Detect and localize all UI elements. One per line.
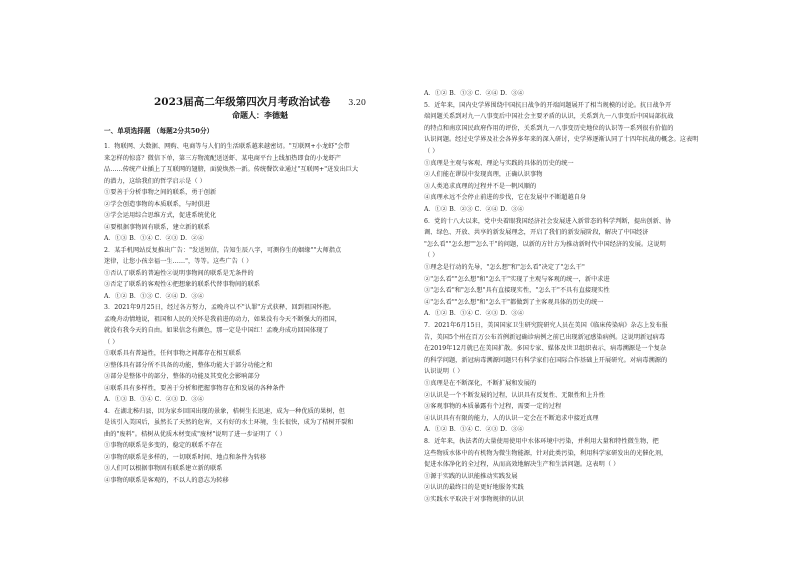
question-line: ①要善于分析事物之间的联系，勇于创新 <box>104 189 217 196</box>
question-line: （ ） <box>424 252 439 260</box>
question-line: 1．物联网、大数据、网购、电商等与人们的生活联系越来越密切。"互联网+小龙虾"会带 <box>104 143 350 150</box>
question-line: 认识说明（ ） <box>424 368 464 376</box>
question-line: 5．近年来，国内史学界围绕中国抗日战争的开端问题展开了相当规模的讨论。抗日战争开 <box>424 101 672 109</box>
question-line: A．①② B．②③ C．②④ D．③④ <box>424 206 524 213</box>
exam-title-text: 2023届高二年级第四次月考政治试卷 <box>153 96 331 108</box>
question-line: 认识问题。经过史学界及社会各界多年来的深入研讨，史学界逐渐认同了十四年抗战的概念。这表明 <box>424 136 699 144</box>
question-line: ④联系具有多样性，要善于分析和把握事物存在和发展的各种条件 <box>104 384 285 392</box>
question-line: "怎么看""怎么想""怎么干"的问题，以新的方针方为推动新时代中国经济的发展。这说明 <box>424 240 666 248</box>
question-line: ③实践水平取决于对事物规律的认识 <box>424 496 524 503</box>
question-line: 告，美国5个州在百万公布首例新冠确诊病例之前已出现新冠感染病例。这说明新冠病毒 <box>424 333 666 341</box>
question-line: A．①② B．①④ C．②③ D．③④ <box>424 426 524 434</box>
exam-date: 3.20 <box>348 98 367 107</box>
question-line: 迷律，让您小孩幸福一生……"，等等。这些广告（ ） <box>104 258 253 265</box>
question-line: ③"怎么看"和"怎么想"具有直接现实性，"怎么干"不具有直接现实性 <box>424 287 610 295</box>
question-line: ④"怎么看""怎么想"和"怎么干"都做到了主客观具体的历史的统一 <box>424 298 604 306</box>
question-line: ④事物的联系是客观的，不以人的意志为转移 <box>104 476 229 484</box>
question-line: 端问题关系到对九一八事变后中国社会主要矛盾的认识，关系到九一八事变后中国局部抗战 <box>424 113 674 121</box>
question-line: ①真理是主观与客观、理论与实践的具体的历史的统一 <box>424 159 574 167</box>
question-line: A．①② B．①③ C．②④ D．③④ <box>104 292 204 300</box>
question-line: ③客观事物的本质暴露有个过程，需要一定的过程 <box>424 403 562 411</box>
page-title <box>140 94 380 109</box>
question-line: 的特点和南京国民政府作用的评价，关系到九一八事变历史地位的认识等一系列很有价值的 <box>424 124 674 132</box>
question-line: ①否认了联系的普遍性②说明事物间的联系是无条件的 <box>104 269 254 277</box>
question-line: 是该引入美国后，虽然长了天然的危害，又有好的水土环境，生长很快，成为了桔树开裂和 <box>104 419 354 426</box>
question-line: 来怎样的惊喜？微信下单，第三方物流配送送虾、某电商平台上线加热即食的小龙虾产 <box>104 154 342 162</box>
question-line: ④认识具有有限的能力，人的认识一定会在不断追求中接近真理 <box>424 414 599 422</box>
question-line: 品……传统产业插上了互联网的翅膀，面貌焕然一新。传统餐饮业通过"互联网+"迸发出巨大 <box>104 166 359 173</box>
question-line: A．①② B．①③ C．②④ D．③④ <box>424 90 524 97</box>
question-line: ②整体具有部分所不具备的功能，整体功能大于部分功能之和 <box>104 361 273 369</box>
question-line: 4．在湖北秭归县，因为家乡回国出现的景象，桔树生长迅速，成为一种优质的果树，但 <box>104 407 346 415</box>
question-line: 的科学问题，新冠病毒溯源问题只有科学家们在国际合作基础上开展研究。对病毒溯源的 <box>424 356 668 364</box>
question-line: ①真理是在不断深化，不断扩展和发展的 <box>424 380 537 387</box>
question-line: ③人们可以根据事物固有联系建立新的联系 <box>104 465 223 472</box>
question-line: ②"怎么看""怎么想"和"怎么干"实现了主观与客观的统一，新中求进 <box>424 275 610 283</box>
question-line: A．①② B．①④ C．②③ D．③④ <box>424 310 524 318</box>
author-line: 命题人：李德魁 <box>232 110 288 120</box>
question-line: 孟晚舟动情地说，祖国和人民的关怀是我前进的动力，如果没有今天不断强大的祖国， <box>104 315 342 323</box>
question-line: A．①③ B．①④ C．②③ D．③④ <box>104 396 204 403</box>
question-line: （ ） <box>104 338 119 346</box>
question-line: 在2019年12月就已在美国扩散。多国专家、媒体及世卫组织表示，病毒溯源是一个复杂 <box>424 345 667 353</box>
question-line: 曲的"废料"。桔树从优质木材变成"废材"说明了进一步证明了（ ） <box>104 430 287 438</box>
question-line: ①联系具有普遍性，任何事物之间都存在相互联系 <box>104 350 242 357</box>
question-line: ①事物的联系是多变的，稳定的联系不存在 <box>104 442 223 449</box>
question-line: 就没有我今天的自由。如果信念有颜色，那一定是中国红！孟晚舟成功回国体现了 <box>104 327 329 334</box>
question-line: 6．党的十八大以来，党中央着眼我国经济社会发展进入新常态的科学判断，提出创新、协 <box>424 217 672 225</box>
question-line: ②事物的联系是多样的，一切联系时间、地点和条件为转移 <box>104 453 267 461</box>
question-line: ②认识是一个不断发展的过程，认识具有反复性、无限性和上升性 <box>424 391 605 399</box>
question-line: 8．近年来，执法者的大量使用使用中水体环境中污染，并利用大量和特性微生物，把 <box>424 438 659 445</box>
question-line: ④要根据事物固有联系，建立新的联系 <box>104 223 211 231</box>
question-line: ④真理永远不会停止前进的步伐，它在发展中不断超越自身 <box>424 194 587 202</box>
section-heading: 一、单项选择题 （每题2分共50分） <box>104 127 214 135</box>
question-line: 7．2021年6月15日，美国国家卫生研究院研究人员在美国《临床传染病》杂志上发布报 <box>424 322 668 329</box>
question-line: ②认识的最终目的是更好地服务实践 <box>424 484 524 492</box>
question-line: 这些物质水体中的有机物为微生物能源，针对此类污染，利用科学家研发出的光催化剂， <box>424 449 668 457</box>
question-line: ①理念是行动的先导，"怎么想"和"怎么看"决定了"怎么干" <box>424 264 585 271</box>
question-line: A．①③ B．①④ C．②③ D．②④ <box>104 235 204 242</box>
question-line: ②人们能在谬误中发现真理，正确认识事物 <box>424 171 543 179</box>
question-line: ③部分是整体中的部分，整体的功能及其变化会影响部分 <box>104 373 260 380</box>
question-line: ③人类追求真理的过程并不是一帆风顺的 <box>424 182 537 190</box>
question-line: 的潜力，这给我们的哲学启示是（ ） <box>104 177 206 185</box>
question-line: ②学会创造事物的本质联系，与时俱进 <box>104 200 211 208</box>
question-line: 3．2021年9月25日，经过各方努力，孟晚舟以不"认罪"方式获释，回到祖国怀抱。 <box>104 304 336 311</box>
question-line: （ ） <box>424 148 439 155</box>
question-line: ③学会运用综合思维方式，促进系统优化 <box>104 212 217 219</box>
question-line: ①源于实践的认识能推动实践发展 <box>424 472 518 480</box>
question-line: 2．某手机网站反复推出广告："发送短信，告知生辰八字，可测你生的姻缘""大师指点 <box>104 246 342 254</box>
question-line: 促进水体净化的全过程，从而高效地解决生产和生活问题。这表明（ ） <box>424 461 620 469</box>
question-line: 调、绿色、开放、共享的新发展理念，开启了我们的新发展阶段，解决了中国经济 <box>424 229 649 237</box>
question-line: ③否定了联系的客观性④把想象的联系代替事物间的联系 <box>104 281 260 288</box>
